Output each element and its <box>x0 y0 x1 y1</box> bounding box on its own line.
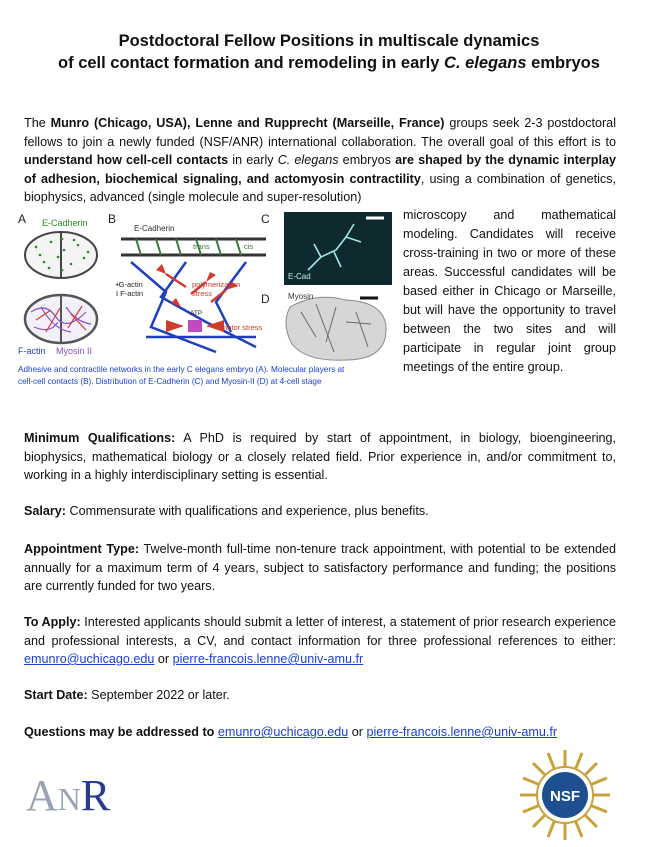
intro-text: groups seek 2-3 postdoctoral fellows to join a newly funded (NSF/ANR) international collaboration. The overall goal of this effort is to <box>24 116 616 149</box>
title-line-1: Postdoctoral Fellow Positions in multiscale dynamics <box>118 32 540 50</box>
email-link-munro[interactable]: emunro@uchicago.edu <box>217 725 349 739</box>
embryo-ecadherin <box>25 232 97 278</box>
intro-paragraph <box>24 114 616 207</box>
figure-caption <box>18 364 398 387</box>
label-atp: ATP <box>190 310 203 317</box>
section-label: Start Date: <box>24 688 88 702</box>
embryo-actomyosin <box>25 295 97 343</box>
section-text: A PhD is required by start of appointment, in biology, bioengineering, biophysics, mathematical biology or a closely related field. Prior experience in, and/or commitment to, working in a highly interdisciplinary setting is essential. <box>24 431 616 482</box>
label-myosin-ii: Myosin II <box>56 346 93 356</box>
section-appointment-type <box>24 540 616 596</box>
email-link-munro[interactable]: emunro@uchicago.edu <box>24 652 155 666</box>
section-questions <box>24 723 616 742</box>
label-e-cad: E-Cad <box>288 272 311 281</box>
nsf-logo <box>515 748 615 847</box>
label-f-actin-b: I F-actin <box>116 289 144 298</box>
panel-a-label: A <box>18 212 27 226</box>
email-link-lenne[interactable]: pierre-francois.lenne@univ-amu.fr <box>366 725 558 739</box>
section-to-apply <box>24 613 616 669</box>
label-trans: trans <box>193 242 210 251</box>
section-start-date <box>24 686 616 705</box>
section-text: Interested applicants should submit a letter of interest, a statement of prior research experience and professional interests, a CV, and contact information for three professional references to either: <box>24 615 616 648</box>
title-line-2 <box>0 52 658 74</box>
intro-groups: Munro (Chicago, USA), Lenne and Rupprecht (Marseille, France) <box>50 116 445 130</box>
section-minimum-qualifications <box>24 429 616 485</box>
label-e-cadherin-a: E-Cadherin <box>42 218 88 228</box>
section-label: Questions may be addressed to <box>24 725 215 739</box>
section-label: Appointment Type: <box>24 542 140 556</box>
intro-text: embryos <box>338 153 396 167</box>
intro-species: C. elegans <box>277 153 339 167</box>
or-text: or <box>348 725 367 739</box>
nsf-seal-icon <box>515 748 615 842</box>
or-text: or <box>154 652 173 666</box>
section-text: Commensurate with qualifications and experience, plus benefits. <box>66 504 429 518</box>
anr-logo-n: N <box>57 781 81 817</box>
intro-goal-detail: are shaped by the dynamic interplay of adhesion, biochemical signaling, and actomyosin contractility <box>24 153 616 186</box>
intro-text: in early <box>228 153 278 167</box>
title-line-2-start: of cell contact formation and remodeling in early <box>58 54 445 72</box>
intro-wrap-text: microscopy and mathematical modeling. Candidates will receive cross-training in two or more of these areas. Successful candidates will be based either in Chicago or Marseille, but will have the opportunity to travel between the two sites and will participate in regular joint group meetings of the entire group. <box>403 208 616 374</box>
label-f-actin: F-actin <box>18 346 46 356</box>
intro-text: The <box>24 116 51 130</box>
intro-goal: understand how cell-cell contacts <box>24 153 229 167</box>
label-cis: cis <box>244 242 254 251</box>
title-species: C. elegans <box>444 54 527 72</box>
label-e-cadherin-b: E-Cadherin <box>134 224 175 233</box>
label-myosin: Myosin <box>288 292 314 301</box>
section-label: Salary: <box>24 504 67 518</box>
label-g-actin: •G-actin <box>116 280 143 289</box>
section-text: September 2022 or later. <box>87 688 230 702</box>
intro-text: , using a combination of genetics, biophysics, advanced (single molecule and super-resolution) <box>24 171 617 204</box>
panel-b-label: B <box>108 212 117 226</box>
section-text: Twelve-month full-time non-tenure track appointment, with potential to be extended annually for a maximum term of 4 years, subject to satisfactory performance and funding; the positions are currently funded for two years. <box>24 542 616 593</box>
label-motor-stress: motor stress <box>221 323 263 332</box>
email-link-lenne[interactable]: pierre-francois.lenne@univ-amu.fr <box>172 652 364 666</box>
panel-d-label: D <box>261 292 270 306</box>
nsf-logo-text: NSF <box>550 788 580 805</box>
section-salary <box>24 502 616 521</box>
page-title <box>0 30 658 74</box>
anr-logo <box>26 772 110 823</box>
section-label: To Apply: <box>24 615 81 629</box>
caption-line-1: Adhesive and contractile networks in the early C elegans embryo (A). Molecular players at <box>18 365 345 374</box>
title-line-2-end: embryos <box>526 54 600 72</box>
caption-line-2: cell-cell contacts (B). Distribution of E-Cadherin (C) and Myosin-II (D) at 4-cell stage <box>18 376 322 386</box>
label-polymerization-stress: polymerization stress <box>192 280 241 298</box>
anr-logo-a: A <box>26 771 58 820</box>
panel-c-label: C <box>261 212 270 226</box>
anr-logo-r: R <box>80 771 111 820</box>
section-label: Minimum Qualifications: <box>24 431 176 445</box>
